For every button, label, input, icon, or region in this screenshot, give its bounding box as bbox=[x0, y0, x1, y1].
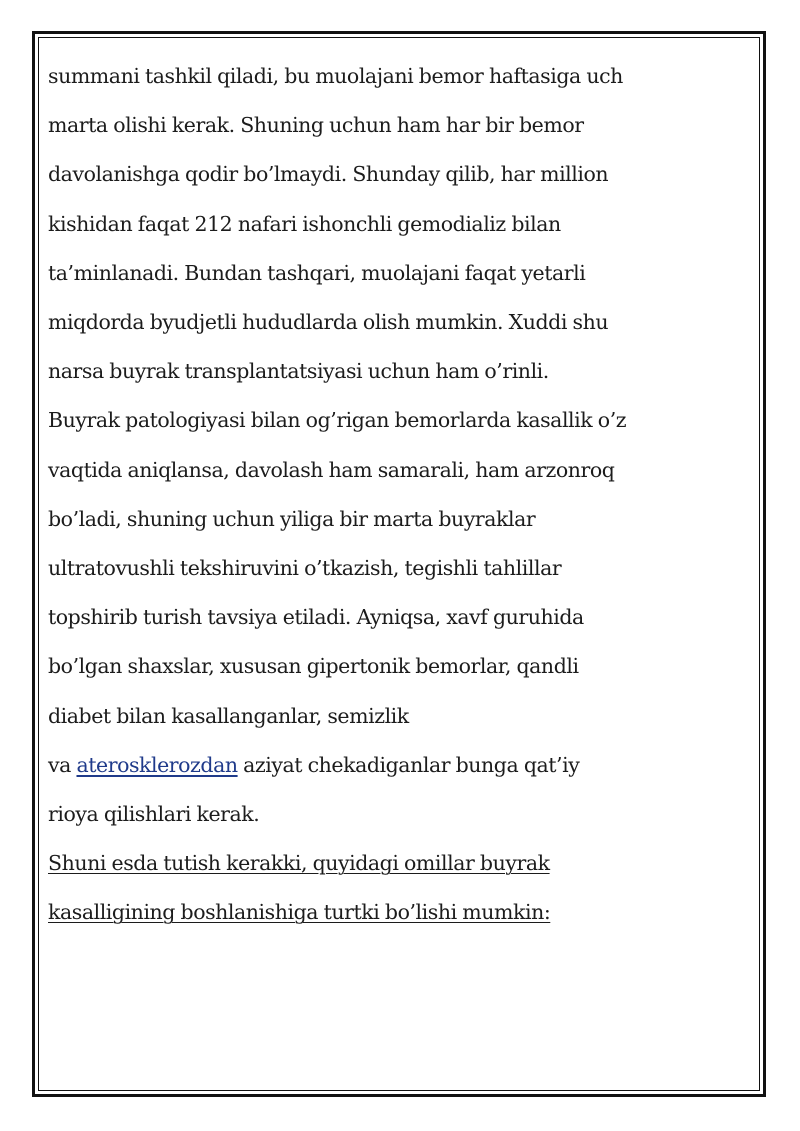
underlined-text: kasalligining boshlanishiga turtki bo’lishi mumkin: bbox=[48, 900, 551, 925]
text-line: bo’ladi, shuning uchun yiliga bir marta buyraklar bbox=[48, 506, 536, 531]
underlined-text: Shuni esda tutish kerakki, quyidagi omillar buyrak bbox=[48, 851, 550, 876]
text-line: Buyrak patologiyasi bilan og’rigan bemorlarda kasallik o’z bbox=[48, 408, 627, 433]
text-line: topshirib turish tavsiya etiladi. Ayniqsa, xavf guruhida bbox=[48, 605, 584, 630]
text-line: narsa buyrak transplantatsiyasi uchun ham o’rinli. bbox=[48, 359, 549, 384]
link-line-suffix: aziyat chekadiganlar bunga qat’iy bbox=[237, 752, 580, 777]
text-line: ultratovushli tekshiruvini o’tkazish, tegishli tahlillar bbox=[48, 556, 562, 581]
text-line-with-link bbox=[48, 741, 738, 790]
text-line: summani tashkil qiladi, bu muolajani bemor haftasiga uch bbox=[48, 64, 623, 88]
underlined-line bbox=[48, 839, 738, 888]
text-line: ta’minlanadi. Bundan tashqari, muolajani faqat yetarli bbox=[48, 260, 586, 285]
text-line: kishidan faqat 212 nafari ishonchli gemodializ bilan bbox=[48, 211, 561, 236]
document-body bbox=[48, 52, 738, 938]
text-line: bo’lgan shaxslar, xususan gipertonik bemorlar, qandli bbox=[48, 654, 579, 679]
text-line: miqdorda byudjetli hududlarda olish mumkin. Xuddi shu bbox=[48, 310, 609, 335]
atherosclerosis-link[interactable]: aterosklerozdan bbox=[76, 752, 238, 777]
text-line: vaqtida aniqlansa, davolash ham samarali, ham arzonroq bbox=[48, 457, 615, 482]
text-line: diabet bilan kasallanganlar, semizlik bbox=[48, 703, 409, 728]
underlined-line bbox=[48, 888, 738, 937]
link-line-prefix: va bbox=[48, 752, 77, 777]
text-line: davolanishga qodir bo’lmaydi. Shunday qilib, har million bbox=[48, 162, 609, 187]
text-line: marta olishi kerak. Shuning uchun ham har bir bemor bbox=[48, 113, 584, 138]
text-line: rioya qilishlari kerak. bbox=[48, 802, 260, 827]
